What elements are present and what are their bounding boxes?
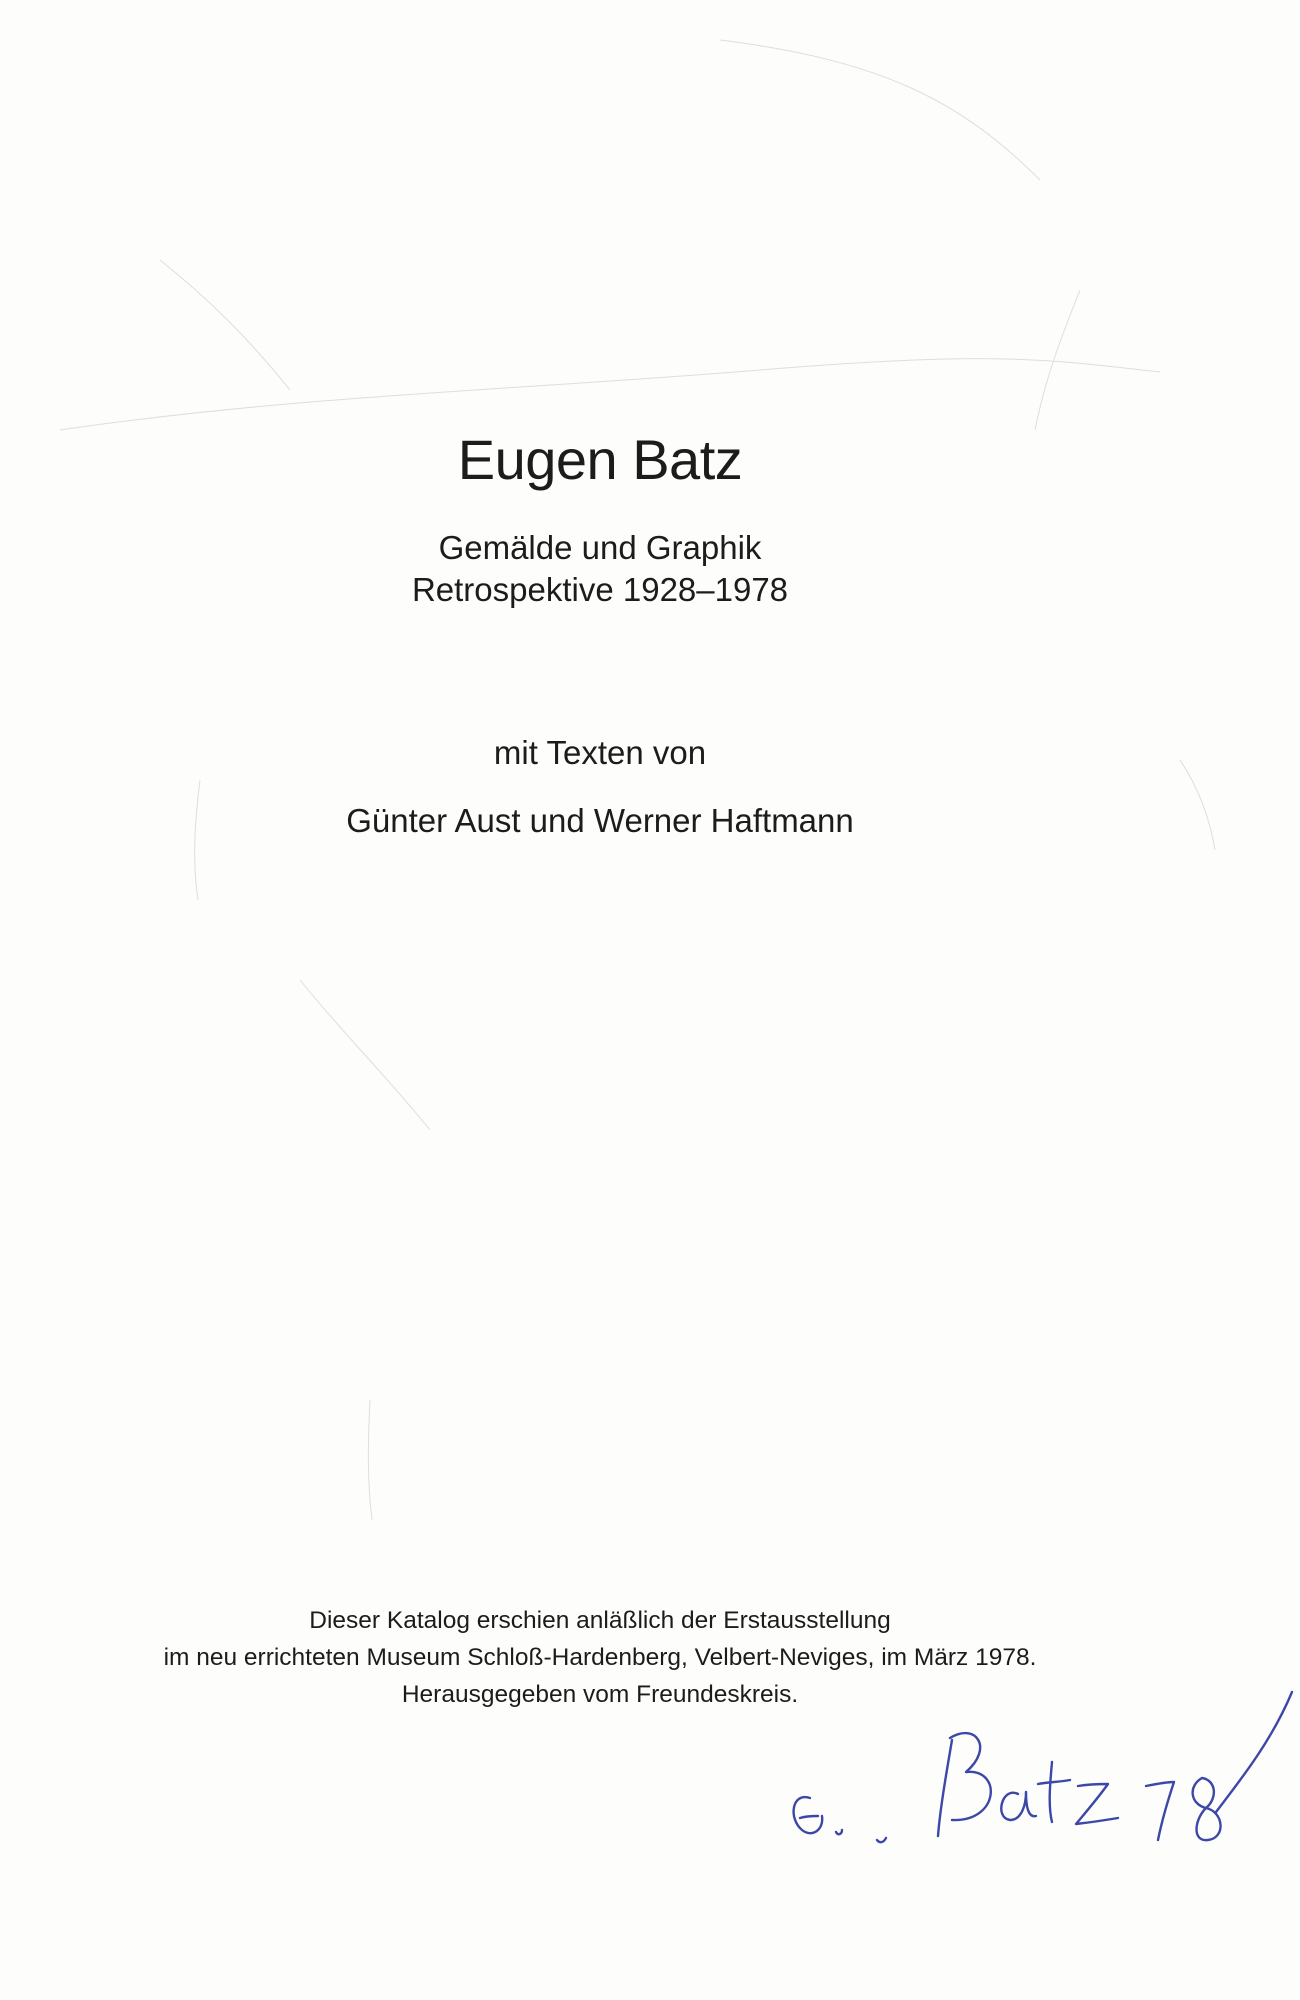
subtitle-line: Retrospektive 1928–1978 [411, 571, 789, 608]
colophon-line: Dieser Katalog erschien anläßlich der Erstausstellung [309, 1607, 891, 1634]
colophon-line: im neu errichteten Museum Schloß-Hardenberg, Velbert-Neviges, im März 1978. [163, 1644, 1037, 1671]
authors-line: Günter Aust und Werner Haftmann [346, 802, 854, 839]
page-title: Eugen Batz [457, 428, 743, 491]
subtitle [0, 527, 1200, 611]
authors-intro: mit Texten von [493, 734, 707, 771]
subtitle-line: Gemälde und Graphik [438, 529, 762, 566]
handwritten-signature [780, 1680, 1300, 1880]
colophon-line: Herausgegeben vom Freundeskreis. [401, 1681, 799, 1708]
